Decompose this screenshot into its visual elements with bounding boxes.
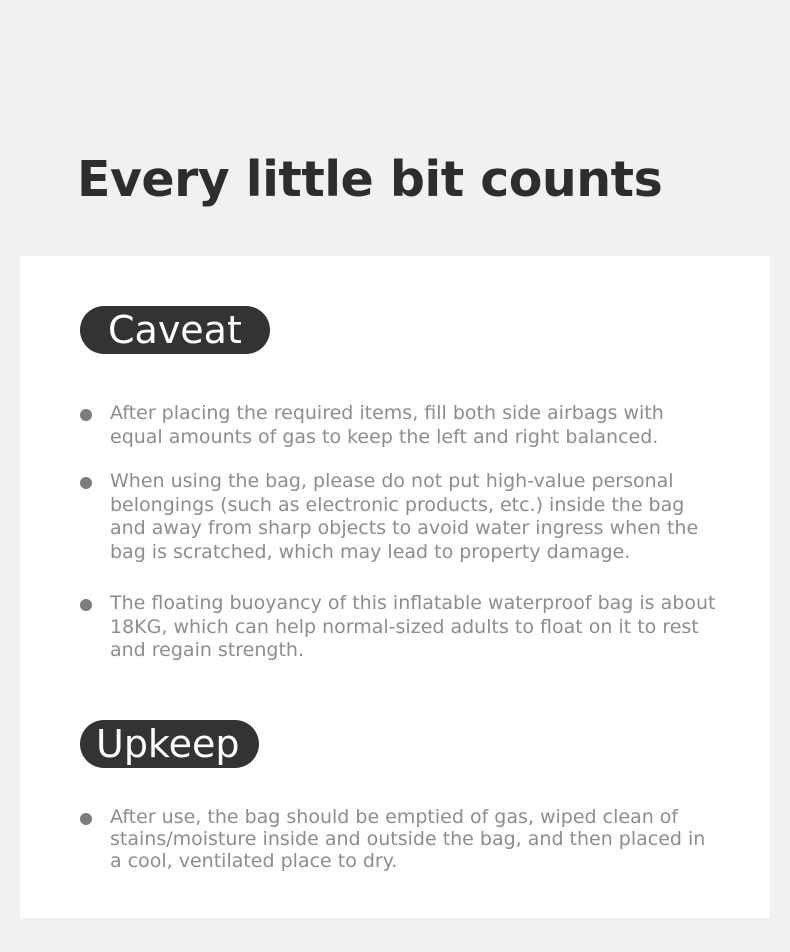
bullet-dot-icon [80,813,92,825]
bullet-dot-icon [80,409,92,421]
caveat-list-item [80,402,720,449]
upkeep-item-text: After use, the bag should be emptied of gas, wiped clean of stains/moisture inside and outside the bag, and then placed in a cool, ventilated place to dry. [110,806,706,872]
page-title: Every little bit counts [77,151,663,208]
caveat-heading-badge: Caveat [80,306,270,354]
upkeep-list-item [80,806,720,872]
content-card [20,256,770,918]
bullet-dot-icon [80,477,92,489]
caveat-item-text: The floating buoyancy of this inflatable waterproof bag is about 18KG, which can help normal-sized adults to float on it to rest and regain strength. [110,592,716,661]
bullet-dot-icon [80,599,92,611]
caveat-list-item [80,470,720,564]
caveat-list-item [80,592,720,663]
caveat-item-text: When using the bag, please do not put high-value personal belongings (such as electronic products, etc.) inside the bag and away from sharp objects to avoid water ingress when the bag is scratched, which may lead to property damage. [110,470,699,563]
caveat-item-text: After placing the required items, fill both side airbags with equal amounts of gas to keep the left and right balanced. [110,402,664,448]
upkeep-heading-badge: Upkeep [80,720,259,768]
